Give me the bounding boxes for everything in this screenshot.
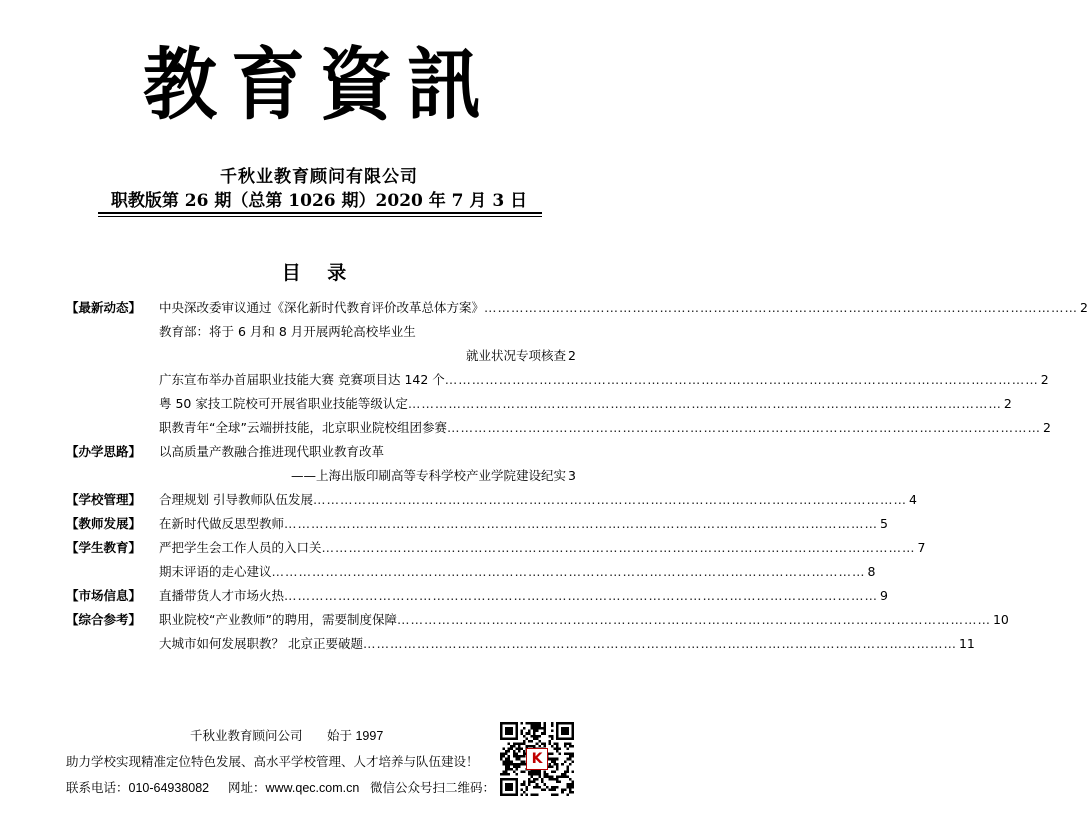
toc-page-number: 2	[568, 348, 576, 363]
toc-leader-dots	[272, 560, 866, 584]
toc-entry-title: 以高质量产教融合推进现代职业教育改革	[159, 444, 385, 459]
toc-entry-title: 在新时代做反思型教师	[159, 516, 285, 531]
header-rule-thick	[98, 212, 542, 214]
toc-page-number: 5	[880, 516, 888, 531]
toc-entry-title: 期末评语的走心建议	[159, 564, 272, 579]
toc-line[interactable]	[66, 536, 926, 560]
toc-page-number: 2	[1003, 396, 1012, 411]
toc-line[interactable]	[66, 560, 876, 584]
toc-entry-title: 中央深改委审议通过《深化新时代教育评价改革总体方案》	[159, 300, 485, 315]
toc-entry	[159, 584, 888, 608]
toc-entry	[159, 392, 1012, 416]
table-of-contents	[66, 296, 1088, 656]
toc-line[interactable]	[66, 512, 888, 536]
toc-entry	[159, 560, 876, 584]
toc-page-number: 9	[880, 588, 888, 603]
toc-line[interactable]	[66, 296, 1088, 320]
toc-section-label: 【学生教育】	[66, 540, 142, 555]
toc-line[interactable]	[66, 368, 1049, 392]
toc-page-number: 2	[1040, 372, 1049, 387]
toc-line[interactable]	[66, 440, 576, 464]
masthead-title: 教育資訊	[143, 39, 495, 131]
toc-leader-dots	[447, 416, 1041, 440]
toc-section-label: 【最新动态】	[66, 300, 142, 315]
toc-leader-dots	[484, 296, 1078, 320]
toc-entry	[159, 416, 1051, 440]
toc-leader-dots	[313, 488, 907, 512]
toc-entry-title: 严把学生会工作人员的入口关	[159, 540, 322, 555]
toc-entry-title: 直播带货人才市场火热	[159, 588, 285, 603]
toc-entry	[159, 512, 888, 536]
toc-entry-title: ——上海出版印刷高等专科学校产业学院建设纪实	[291, 468, 567, 483]
toc-line[interactable]	[66, 584, 888, 608]
toc-entry	[159, 632, 975, 656]
toc-entry	[159, 344, 576, 368]
toc-leader-dots	[445, 368, 1039, 392]
toc-entry	[159, 536, 926, 560]
footer-website[interactable]: 网址：www.qec.com.cn	[228, 781, 360, 795]
toc-entry-title: 合理规划 引导教师队伍发展	[159, 492, 313, 507]
toc-page-number: 7	[917, 540, 926, 555]
toc-page-number: 8	[867, 564, 876, 579]
toc-leader-dots	[408, 392, 1002, 416]
toc-line[interactable]	[66, 320, 576, 344]
toc-entry	[159, 368, 1049, 392]
toc-section-label: 【市场信息】	[66, 588, 142, 603]
toc-leader-dots	[322, 536, 916, 560]
toc-leader-dots	[363, 632, 957, 656]
toc-entry-title: 职业院校“产业教师”的聘用，需要制度保障	[159, 612, 397, 627]
toc-line[interactable]	[66, 608, 1009, 632]
toc-page-number: 2	[1080, 300, 1088, 315]
toc-page-number: 3	[568, 468, 576, 483]
toc-entry	[159, 608, 1009, 632]
toc-title: 目 录	[281, 262, 357, 284]
toc-line[interactable]	[66, 632, 975, 656]
toc-entry	[159, 296, 1088, 320]
footer-slogan: 助力学校实现精准定位特色发展、高水平学校管理、人才培养与队伍建设！	[66, 755, 479, 769]
toc-entry-title: 粤 50 家技工院校可开展省职业技能等级认定	[159, 396, 408, 411]
company-name: 千秋业教育顾问有限公司	[220, 167, 418, 187]
toc-leader-dots	[397, 608, 991, 632]
toc-entry-title: 大城市如何发展职教？ 北京正要破题	[159, 636, 363, 651]
toc-section-label: 【办学思路】	[66, 444, 142, 459]
toc-line[interactable]	[66, 488, 917, 512]
toc-entry-title: 就业状况专项核查	[466, 348, 567, 363]
toc-line[interactable]	[66, 392, 1012, 416]
toc-line[interactable]	[66, 464, 576, 488]
toc-page-number: 11	[958, 636, 975, 651]
toc-leader-dots	[284, 512, 878, 536]
footer-wechat-label: 微信公众号扫二维码：	[370, 781, 496, 795]
toc-section-label: 【学校管理】	[66, 492, 142, 507]
toc-entry	[159, 488, 917, 512]
toc-entry-title: 广东宣布举办首届职业技能大赛 竞赛项目达 142 个	[159, 372, 445, 387]
issue-line: 职教版第 26 期（总第 1026 期）2020 年 7 月 3 日	[110, 191, 528, 211]
toc-page-number: 10	[992, 612, 1009, 627]
toc-section-label: 【教师发展】	[66, 516, 142, 531]
toc-leader-dots	[284, 584, 878, 608]
toc-entry-title: 教育部：将于 6 月和 8 月开展两轮高校毕业生	[159, 324, 416, 339]
footer-company: 千秋业教育顾问公司	[190, 729, 303, 743]
toc-entry	[159, 320, 576, 344]
footer-since: 始于 1997	[327, 729, 384, 743]
toc-entry	[159, 440, 576, 464]
qr-logo-icon: K	[526, 748, 548, 770]
toc-line[interactable]	[66, 344, 576, 368]
toc-entry-title: 职教青年“全球”云端拼技能，北京职业院校组团参赛	[159, 420, 447, 435]
header-rule-thin	[98, 216, 542, 217]
toc-section-label: 【综合参考】	[66, 612, 142, 627]
toc-line[interactable]	[66, 416, 1051, 440]
toc-page-number: 4	[908, 492, 917, 507]
toc-page-number: 2	[1042, 420, 1051, 435]
footer-phone: 联系电话：010-64938082	[66, 781, 210, 795]
toc-entry	[159, 464, 576, 488]
